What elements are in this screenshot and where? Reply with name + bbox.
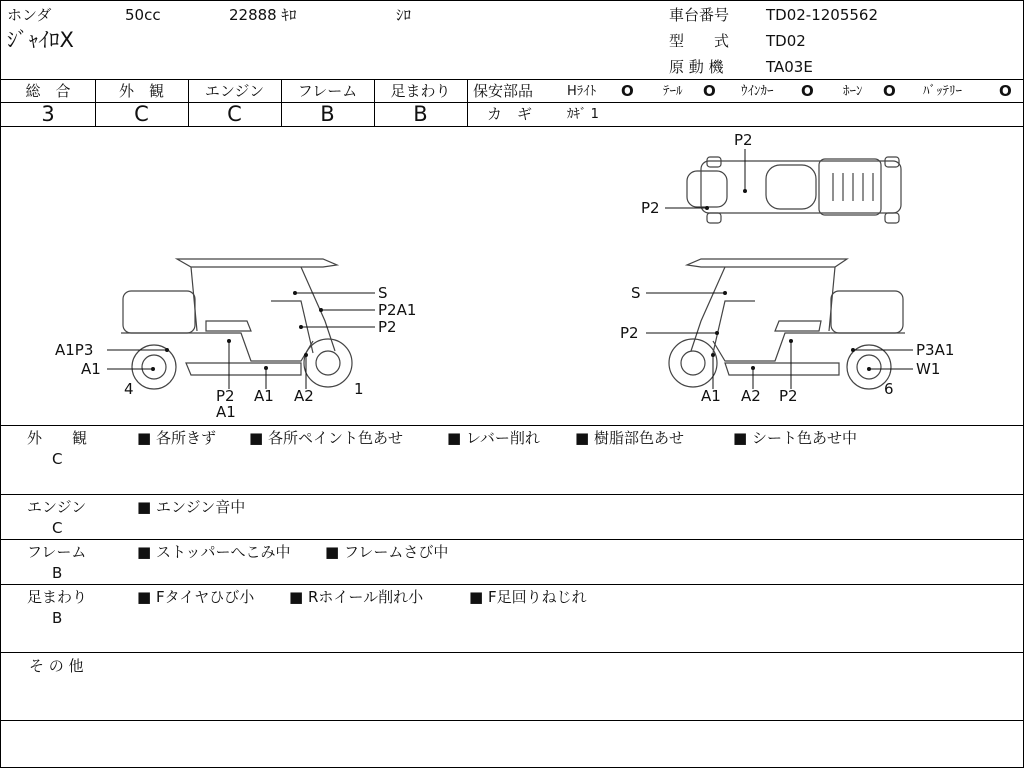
section-frame-label: フレーム	[27, 543, 87, 561]
engine-label: 原 動 機	[669, 58, 724, 76]
model-name: ｼﾞｬｲﾛX	[7, 28, 74, 52]
left-a1-label: A1	[81, 360, 101, 378]
safety-winker: ｳｲﾝｶｰ	[741, 84, 774, 99]
left-bottom-a1-label: A1	[254, 387, 274, 405]
grade-engine-value: C	[227, 102, 242, 126]
note: ■ 各所ペイント色あせ	[249, 429, 403, 447]
mileage: 22888 ｷﾛ	[229, 6, 297, 24]
frame-no-label: 車台番号	[669, 6, 730, 24]
damage-diagram	[1, 127, 1023, 425]
safety-horn: ﾎｰﾝ	[843, 84, 863, 99]
left-rear-number: 4	[124, 380, 134, 398]
scooter-left-view	[121, 259, 352, 389]
safety-headlight-mark: O	[621, 82, 634, 100]
note: ■ 各所きず	[137, 429, 216, 447]
safety-headlight: Hﾗｲﾄ	[567, 84, 597, 99]
left-bottom-a2-label: A2	[294, 387, 314, 405]
section-engine-grade: C	[52, 519, 63, 537]
engine-code: TA03E	[766, 58, 813, 76]
key-value: ｶｷﾞ 1	[567, 107, 599, 122]
right-bottom-p2-label: P2	[779, 387, 798, 405]
right-number: 6	[884, 380, 894, 398]
grade-total-label: 総 合	[25, 82, 71, 100]
left-bottom-a1-sub-label: A1	[216, 403, 236, 421]
right-p2-label: P2	[620, 324, 639, 342]
maker: ホンダ	[7, 6, 52, 24]
model-code-label: 型 式	[669, 32, 730, 50]
section-suspension-label: 足まわり	[27, 588, 88, 606]
grade-engine-label: エンジン	[204, 82, 265, 100]
section-exterior-label: 外 観	[27, 429, 88, 447]
top-view-p2-label: P2	[734, 131, 753, 149]
safety-label: 保安部品	[473, 82, 534, 100]
right-bottom-a1-label: A1	[701, 387, 721, 405]
safety-battery: ﾊﾞｯﾃﾘｰ	[923, 84, 962, 99]
grade-frame-label: フレーム	[297, 82, 358, 100]
right-s-label: S	[631, 284, 641, 302]
scooter-top-view	[687, 157, 901, 223]
section-suspension-grade: B	[52, 609, 63, 627]
note: ■ エンジン音中	[137, 498, 246, 516]
right-w1-label: W1	[916, 360, 941, 378]
right-bottom-a2-label: A2	[741, 387, 761, 405]
section-frame-grade: B	[52, 564, 63, 582]
safety-battery-mark: O	[999, 82, 1012, 100]
grade-exterior-label: 外 観	[118, 82, 164, 100]
grade-total-value: 3	[41, 102, 55, 126]
section-exterior-grade: C	[52, 450, 63, 468]
model-code: TD02	[766, 32, 806, 50]
safety-winker-mark: O	[801, 82, 814, 100]
grade-exterior-value: C	[134, 102, 149, 126]
key-label: カ ギ	[487, 105, 533, 123]
grade-suspension-label: 足まわり	[390, 82, 451, 100]
note: ■ ストッパーへこみ中	[137, 543, 291, 561]
safety-tail: ﾃｰﾙ	[663, 84, 683, 99]
note: ■ 樹脂部色あせ	[575, 429, 684, 447]
note: ■ F足回りねじれ	[469, 588, 587, 606]
left-s-label: S	[378, 284, 388, 302]
right-p3a1-label: P3A1	[916, 341, 955, 359]
divider	[1, 79, 1023, 80]
note: ■ Rホイール削れ小	[289, 588, 424, 606]
note: ■ Fタイヤひび小	[137, 588, 255, 606]
top-view-p2-left-label: P2	[641, 199, 660, 217]
safety-tail-mark: O	[703, 82, 716, 100]
grade-suspension-value: B	[413, 102, 428, 126]
note: ■ フレームさび中	[325, 543, 449, 561]
frame-no: TD02-1205562	[766, 6, 879, 24]
left-p2a1-label: P2A1	[378, 301, 417, 319]
safety-horn-mark: O	[883, 82, 896, 100]
note: ■ レバー削れ	[447, 429, 540, 447]
displacement: 50cc	[125, 6, 161, 24]
section-other-label: そ の 他	[29, 657, 84, 675]
color: ｼﾛ	[396, 6, 412, 24]
left-bottom-p2-label: P2	[216, 387, 235, 405]
grade-frame-value: B	[320, 102, 335, 126]
section-engine-label: エンジン	[27, 498, 87, 516]
left-a1p3-label: A1P3	[55, 341, 94, 359]
left-p2-label: P2	[378, 318, 397, 336]
left-front-number: 1	[354, 380, 364, 398]
note: ■ シート色あせ中	[733, 429, 857, 447]
